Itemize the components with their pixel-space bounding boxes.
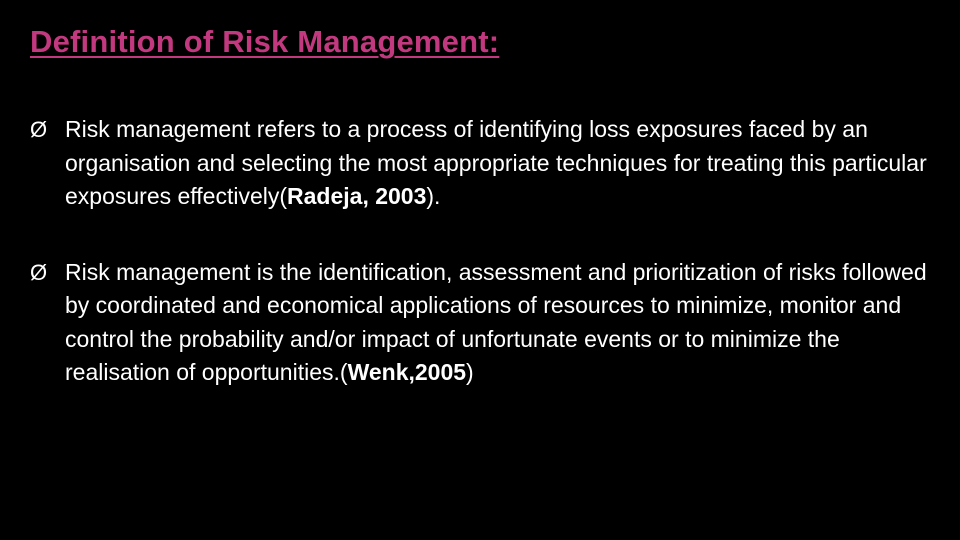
bullet-list bbox=[30, 113, 930, 390]
bullet-text-end: ). bbox=[426, 183, 441, 209]
slide-title: Definition of Risk Management: bbox=[30, 24, 500, 59]
arrow-bullet-icon: Ø bbox=[30, 259, 48, 285]
bullet-text: Risk management refers to a process of identifying loss exposures faced by an organisation and selecting the most appropriate techniques for treating this particular exposures effectively( bbox=[65, 116, 927, 209]
arrow-bullet-icon: Ø bbox=[30, 117, 48, 142]
citation: Radeja, 2003 bbox=[287, 183, 427, 209]
bullet-text: Risk management is the identification, assessment and prioritization of risks followed by coordinated and economical applications of resources to minimize, monitor and control the probability and/or impact of unfortunate events or to minimize the realisation of opportunities.( bbox=[65, 258, 927, 385]
citation: Wenk,2005 bbox=[347, 359, 467, 385]
bullet-text-end: ) bbox=[466, 359, 474, 385]
bullet-item-2 bbox=[30, 256, 930, 390]
bullet-item-1 bbox=[30, 113, 930, 214]
